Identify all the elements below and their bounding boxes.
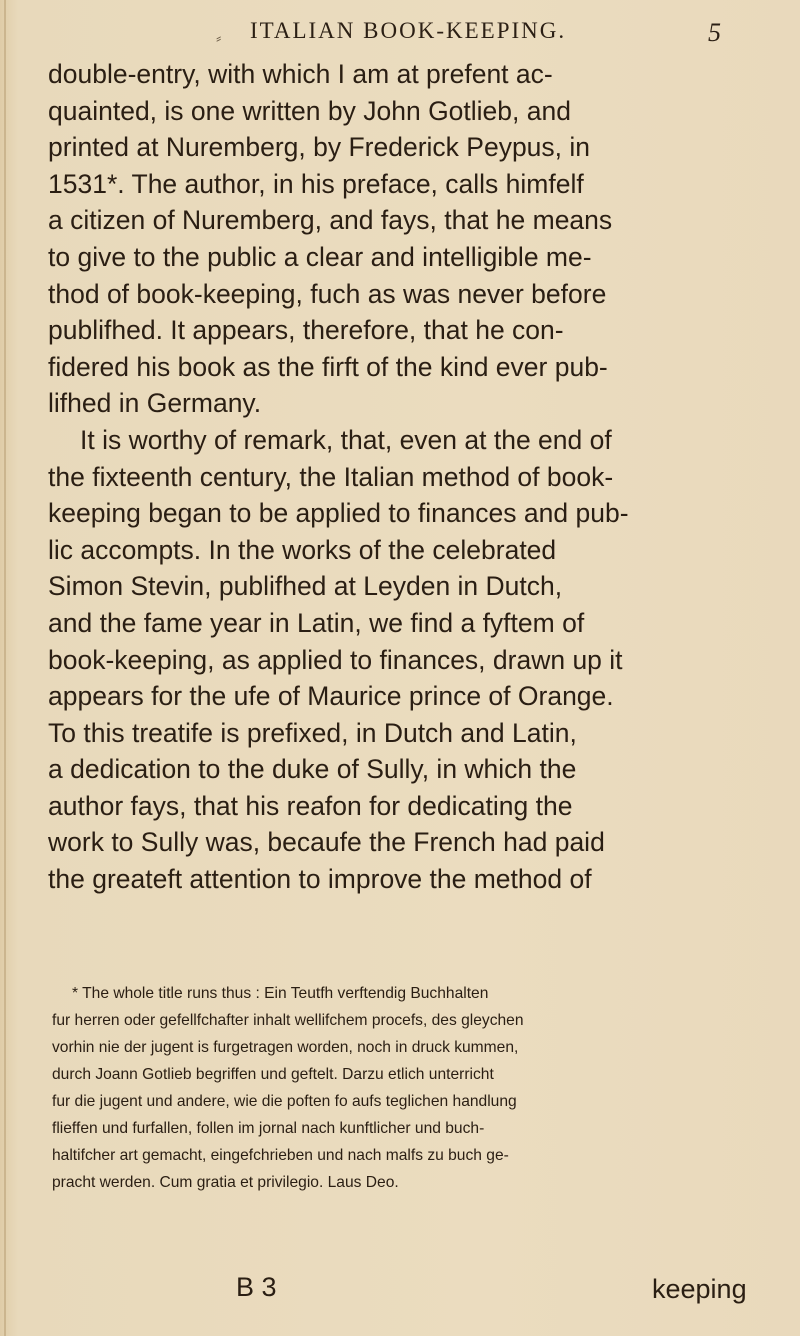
body-line: and the fame year in Latin, we find a fyftem of	[48, 607, 585, 638]
body-line: publifhed. It appears, therefore, that he con-	[48, 315, 564, 346]
page-number: 5	[708, 18, 721, 47]
header-title: ITALIAN BOOK-KEEPING.	[250, 18, 567, 43]
footnote-line: * The whole title runs thus : Ein Teutfh verftendig Buchhalten	[72, 985, 489, 1002]
body-line: work to Sully was, becaufe the French had paid	[48, 827, 605, 858]
body-line: book-keeping, as applied to finances, drawn up it	[48, 644, 623, 675]
footnote-line: haltifcher art gemacht, eingefchrieben und nach malfs zu buch ge-	[52, 1147, 509, 1164]
body-line: author fays, that his reafon for dedicating the	[48, 790, 573, 821]
body-line: To this treatife is prefixed, in Dutch and Latin,	[48, 717, 577, 748]
body-line: printed at Nuremberg, by Frederick Peypus, in	[48, 132, 591, 163]
body-line: a dedication to the duke of Sully, in which the	[48, 754, 577, 785]
body-line: fidered his book as the firft of the kind ever pub-	[48, 351, 608, 382]
catchword: keeping	[652, 1274, 747, 1304]
footnote-line: fur die jugent und andere, wie die poften fo aufs teglichen handlung	[52, 1093, 517, 1110]
body-line: keeping began to be applied to finances and pub-	[48, 498, 629, 529]
body-text	[48, 56, 788, 898]
footnote-line: vorhin nie der jugent is furgetragen worden, noch in druck kummen,	[52, 1039, 519, 1056]
body-line: the fixteenth century, the Italian method of book-	[48, 461, 614, 492]
body-line: lic accompts. In the works of the celebrated	[48, 534, 557, 565]
header-mark: ⸗	[216, 28, 222, 47]
body-line: a citizen of Nuremberg, and fays, that he means	[48, 205, 613, 236]
page-gutter	[4, 0, 6, 1336]
body-line: It is worthy of remark, that, even at the end of	[80, 424, 612, 455]
body-line: to give to the public a clear and intelligible me-	[48, 241, 592, 272]
body-line: double-entry, with which I am at prefent ac-	[48, 59, 553, 89]
body-line: the greateft attention to improve the method of	[48, 864, 592, 895]
running-header	[0, 14, 800, 54]
body-line: 1531*. The author, in his preface, calls himfelf	[48, 168, 584, 199]
footnote-line: durch Joann Gotlieb begriffen und geftelt. Darzu etlich unterricht	[52, 1066, 494, 1083]
body-line: appears for the ufe of Maurice prince of Orange.	[48, 681, 614, 712]
footnote-line: pracht werden. Cum gratia et privilegio. Laus Deo.	[52, 1174, 399, 1191]
body-line: quainted, is one written by John Gotlieb, and	[48, 95, 571, 126]
footnote	[52, 980, 788, 1196]
body-line: Simon Stevin, publifhed at Leyden in Dutch,	[48, 571, 563, 602]
footnote-line: fur herren oder gefellfchafter inhalt wellifchem procefs, des gleychen	[52, 1012, 524, 1029]
body-line: lifhed in Germany.	[48, 388, 262, 419]
footnote-line: flieffen und furfallen, follen im jornal nach kunftlicher und buch-	[52, 1120, 485, 1137]
signature-mark: B 3	[236, 1272, 277, 1302]
body-line: thod of book-keeping, fuch as was never before	[48, 278, 607, 309]
